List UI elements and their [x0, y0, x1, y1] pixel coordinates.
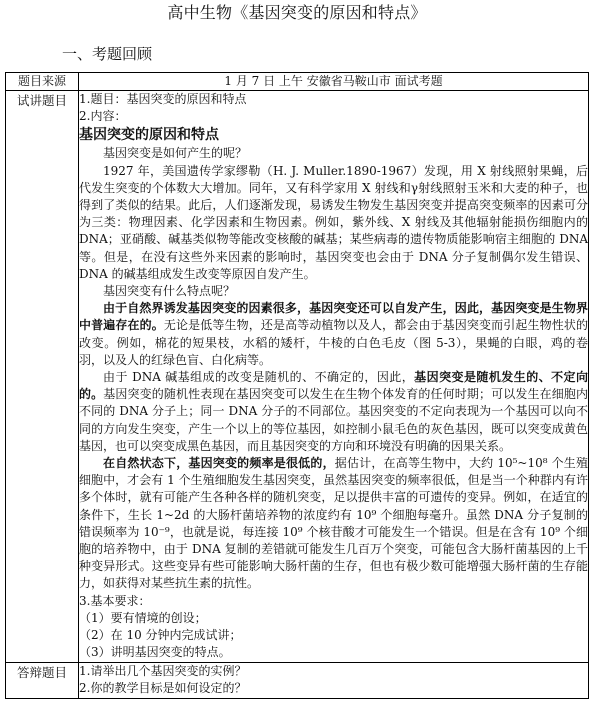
paragraph-3-lead: 由于 DNA 碱基组成的改变是随机的、不确定的，因此，: [103, 370, 415, 385]
question-2: 基因突变有什么特点呢？: [103, 284, 236, 299]
source-value: 1 月 7 日 上午 安徽省马鞍山市 面试考题: [79, 73, 589, 91]
paragraph-4-text: 据估计，在高等生物中，大约 10⁵~10⁸ 个生殖细胞中，才会有 1 个生殖细胞发生基因突变，虽然基因突变的频率很低，但是当一个种群内有许多个体时，就有可能产生各种各样的随机突变，足以提供丰富的可遗传的变异。例如，在适宜的条件下，生长 1~2d 的大肠杆菌培养物的浓度约有 10⁹ 个细胞每毫升。虽然 DNA 分子复制的错误频率为 10⁻⁹，也就是说，每连接 10⁹ 个核苷酸才可能发生一个错误。但是在含有 10⁹ 个细胞的培养物中，由于 DNA 复制的差错就可能发生几百万个突变，可能包含大肠杆菌基因的上千种变异形式。这些变异有些可能影响大肠杆菌的生存，但也有极少数可能增强大肠杆菌的生存能力，如获得对某些抗生素的抗性。: [79, 456, 588, 591]
question-1: 基因突变是如何产生的呢？: [103, 146, 248, 161]
requirement-2: （2）在 10 分钟内完成试讲；: [79, 628, 242, 643]
trial-row: [6, 91, 589, 663]
paragraph-1: 1927 年，美国遗传学家缪勒（H. J. Muller.1890-1967）发现，用 X 射线照射果蝇，后代发生突变的个体数大大增加。同年，又有科学家用 X 射线和γ射线照射玉米和大麦的种子，也得到了类似的结果。此后，人们逐渐发现，易诱发生物发生基因突变并提高突变频率的因素可分为三类：物理因素、化学因素和生物因素。例如，紫外线、X 射线及其他辐射能损伤细胞内的 DNA；亚硝酸、碱基类似物等能改变核酸的碱基；某些病毒的遗传物质能影响宿主细胞的 DNA 等。但是，在没有这些外来因素的影响时，基因突变也会由于 DNA 分子复制偶尔发生错误、DNA 的碱基组成发生改变等原因自发产生。: [79, 163, 588, 281]
answer-question-2: 2.你的教学目标是如何设定的？: [79, 681, 247, 695]
paragraph-3-text: 基因突变的随机性表现在基因突变可以发生在生物个体发育的任何时期；可以发生在细胞内不同的 DNA 分子上；同一 DNA 分子的不同部位。基因突变的不定向表现为一个基因可以向不同的方向发生突变，产生一个以上的等位基因，如控制小鼠毛色的灰色基因，既可以突变成黄色基因，也可以突变成黑色基因，而且基因突变的方向和环境没有明确的因果关系。: [79, 387, 588, 453]
requirement-1: （1）要有情境的创设；: [79, 610, 207, 625]
content-heading: 基因突变的原因和特点: [79, 127, 219, 144]
section-heading: 一、考题回顾: [62, 45, 153, 63]
source-label: 题目来源: [6, 73, 79, 91]
paragraph-3: [79, 369, 588, 455]
paragraph-3-bold: 基因突变是随机发生的、不定向的。: [79, 370, 588, 402]
trial-content: [79, 91, 589, 663]
trial-label: 试讲题目: [6, 91, 79, 663]
paragraph-4-bold: 在自然状态下，基因突变的频率是很低的，: [103, 456, 335, 471]
exam-table: [5, 72, 589, 699]
requirements-title: 3.基本要求：: [79, 593, 151, 608]
paragraph-2: [79, 300, 588, 369]
content-line: 2.内容：: [79, 109, 127, 124]
answer-question-1: 1.请举出几个基因突变的实例？: [79, 663, 247, 678]
paragraph-2-bold: 由于自然界诱发基因突变的因素很多，基因突变还可以自发产生，因此，基因突变是生物界中普遍存在的。: [79, 301, 588, 333]
paragraph-4: [79, 455, 588, 593]
topic-line: 1.题目：基因突变的原因和特点: [79, 92, 247, 106]
document-title: 高中生物《基因突变的原因和特点》: [167, 3, 427, 22]
answer-row: [6, 662, 589, 698]
requirement-3: （3）讲明基因突变的特点。: [79, 645, 231, 660]
answer-content: [79, 662, 589, 698]
answer-label: 答辩题目: [6, 662, 79, 698]
source-row: [6, 73, 589, 91]
paragraph-2-text: 无论是低等生物，还是高等动植物以及人，都会由于基因突变而引起生物性状的改变。例如，棉花的短果枝，水稻的矮杆，牛棱的白色毛皮（图 5-3），果蝇的白眼，鸡的卷羽，以及人的红绿色盲、白化病等。: [79, 318, 588, 367]
